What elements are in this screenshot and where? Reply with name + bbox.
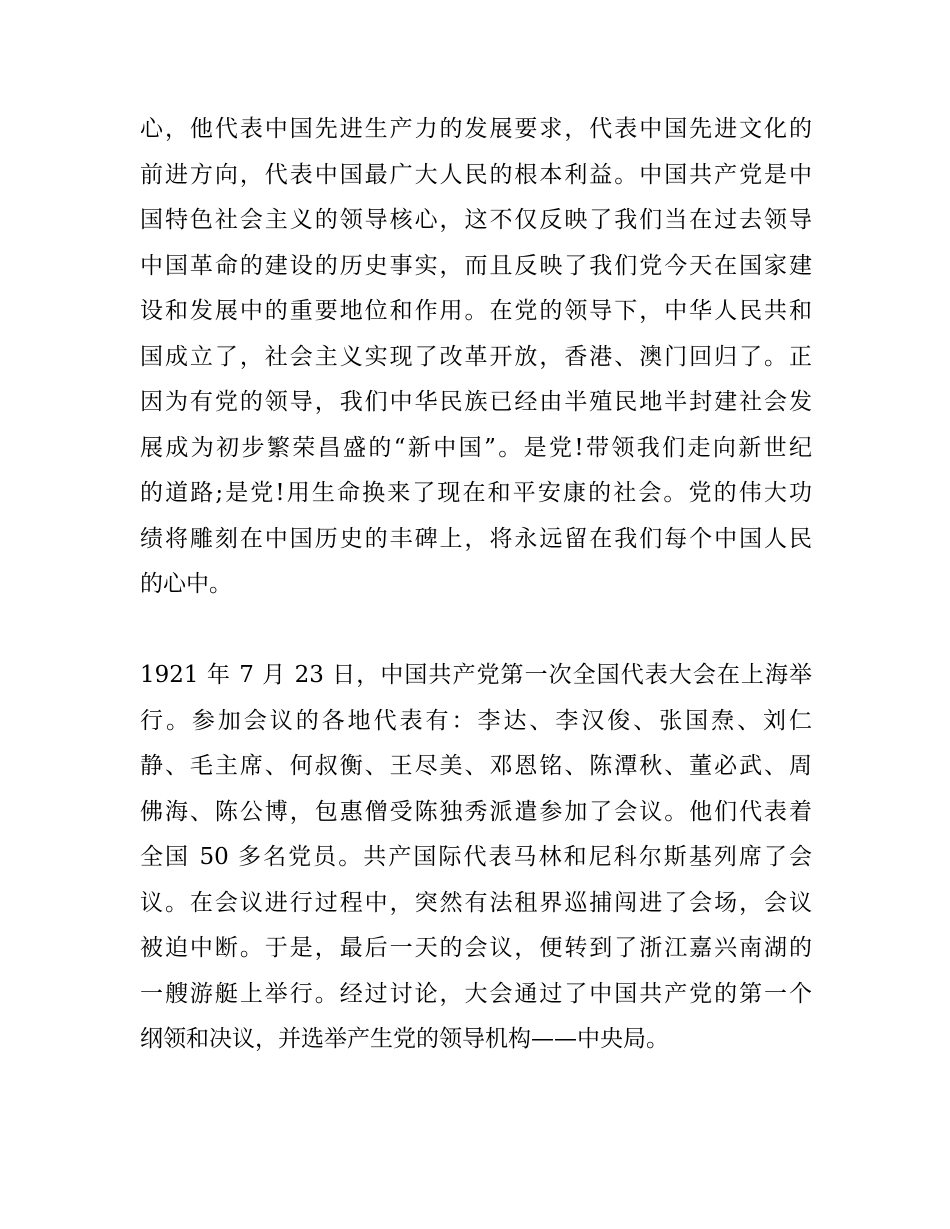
text-line: 静、毛主席、何叔衡、王尽美、邓恩铭、陈潭秋、董必武、周: [140, 753, 812, 779]
text-line: 国特色社会主义的领导核心，这不仅反映了我们当在过去领导: [140, 207, 812, 233]
paragraph-party-leadership: [140, 107, 812, 608]
text-line: 因为有党的领导，我们中华民族已经由半殖民地半封建社会发: [140, 389, 812, 415]
text-line: 心，他代表中国先进生产力的发展要求，代表中国先进文化的: [140, 116, 812, 142]
text-line: 中国革命的建设的历史事实，而且反映了我们党今天在国家建: [140, 252, 812, 279]
text-line: 全国 50 多名党员。共产国际代表马林和尼科尔斯基列席了会: [140, 844, 812, 870]
text-line: 佛海、陈公博，包惠僧受陈独秀派遣参加了会议。他们代表着: [140, 798, 812, 825]
text-line: 绩将雕刻在中国历史的丰碑上，将永远留在我们每个中国人民: [140, 525, 812, 552]
text-line: 展成为初步繁荣昌盛的“新中国”。是党!带领我们走向新世纪: [140, 434, 812, 461]
text-line: 设和发展中的重要地位和作用。在党的领导下，中华人民共和: [140, 298, 812, 324]
text-line: 行。参加会议的各地代表有：李达、李汉俊、张国焘、刘仁: [140, 707, 812, 734]
text-line: 的心中。: [140, 571, 232, 597]
text-line: 纲领和决议，并选举产生党的领导机构——中央局。: [140, 1026, 669, 1052]
text-line: 国成立了，社会主义实现了改革开放，香港、澳门回归了。正: [140, 343, 812, 370]
text-line: 的道路;是党!用生命换来了现在和平安康的社会。党的伟大功: [140, 480, 812, 506]
text-line: 被迫中断。于是，最后一天的会议，便转到了浙江嘉兴南湖的: [140, 935, 812, 961]
text-line: 1921 年 7 月 23 日，中国共产党第一次全国代表大会在上海举: [140, 662, 812, 688]
paragraph-first-congress: [140, 653, 812, 1063]
text-line: 一艘游艇上举行。经过讨论，大会通过了中国共产党的第一个: [140, 980, 812, 1007]
text-line: 议。在会议进行过程中，突然有法租界巡捕闯进了会场，会议: [140, 889, 812, 916]
text-line: 前进方向，代表中国最广大人民的根本利益。中国共产党是中: [140, 161, 812, 188]
